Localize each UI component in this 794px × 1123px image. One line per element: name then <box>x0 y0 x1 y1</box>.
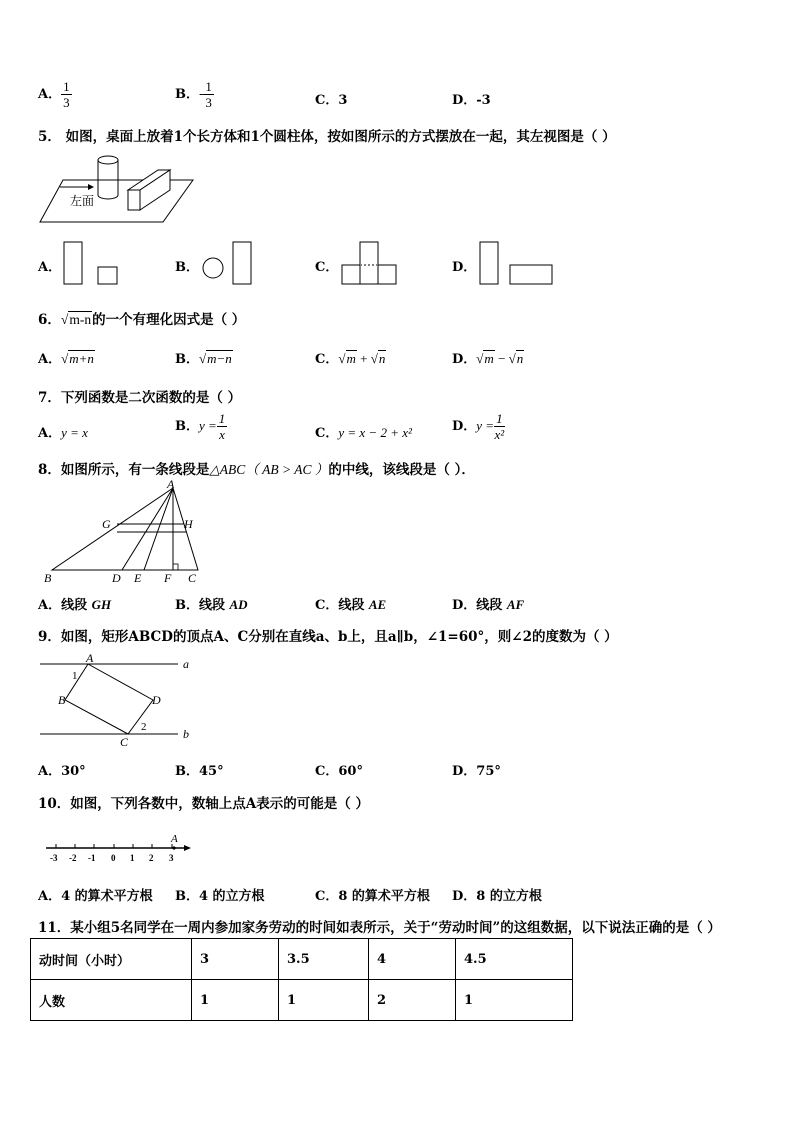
q10-option-c: C．8 的算术平方根 <box>315 889 430 904</box>
q11-stem: 11．某小组5名同学在一周内参加家务劳动的时间如表所示，关于“劳动时间”的这组数据，以下说法正确的是（ ） <box>38 920 721 936</box>
table-cell: 4 <box>369 939 456 980</box>
q10-stem: 10．如图，下列各数中，数轴上点A表示的可能是（ ） <box>38 796 369 812</box>
q10-tick-label: 0 <box>111 853 116 863</box>
q8-label-h: H <box>184 517 193 531</box>
table-cell: 2 <box>369 980 456 1021</box>
q9-label-angle-1: 1 <box>72 670 78 682</box>
q10-tick-label: -3 <box>50 853 58 863</box>
q4-option-a: A． $\frac{1}{3}$ <box>38 79 70 110</box>
q8-option-a: A．线段 GH <box>38 597 112 613</box>
q8-stem: 8．如图所示，有一条线段是△ABC（ AB > AC ）的中线，该线段是（ ）． <box>38 462 475 478</box>
q8-label-c: C <box>188 571 197 585</box>
q5-option-a: A． <box>38 260 62 275</box>
q8-label-d: D <box>112 571 121 585</box>
q8-label-f: F <box>164 571 172 585</box>
q5-option-a-figure <box>62 240 122 288</box>
q9-label-b-point: B <box>58 693 66 707</box>
q10-number-line <box>44 830 194 866</box>
q5-option-b: B． <box>175 260 199 275</box>
q7-option-a: A．y = x <box>38 425 88 441</box>
q8-figure <box>40 478 210 586</box>
table-cell: 3.5 <box>279 939 369 980</box>
table-cell: 人数 <box>31 980 192 1021</box>
q10-point-a-label: A <box>171 833 178 845</box>
q4-option-d: D．-3 <box>452 93 491 108</box>
q10-tick-label: -2 <box>69 853 77 863</box>
q5-option-c-figure <box>340 240 402 288</box>
q6-option-b: B．√m−n <box>175 351 232 367</box>
q8-label-b: B <box>44 571 52 585</box>
q8-label-a: A <box>167 478 175 491</box>
table-row <box>31 980 573 1021</box>
q9-label-line-a: a <box>183 657 189 671</box>
table-cell: 1 <box>456 980 573 1021</box>
q10-tick-label: -1 <box>88 853 96 863</box>
q10-option-d: D．8 的立方根 <box>452 889 542 904</box>
q5-option-d: D． <box>452 260 477 275</box>
q9-label-a-point: A <box>86 651 94 665</box>
q4-option-b: B．- $\frac{1}{3}$ <box>175 79 212 110</box>
q5-stem: 5． 如图，桌面上放着1个长方体和1个圆柱体，按如图所示的方式摆放在一起，其左视图是（ ） <box>38 129 616 145</box>
q7-option-d: D．y = $\frac{1}{\text{x²}}$ <box>452 411 505 442</box>
q5-option-c: C． <box>315 260 339 275</box>
q9-option-a: A．30° <box>38 764 86 779</box>
q8-option-d: D．线段 AF <box>452 597 525 613</box>
q10-option-a: A．4 的算术平方根 <box>38 889 153 904</box>
table-cell: 4.5 <box>456 939 573 980</box>
q5-figure <box>38 150 198 230</box>
q5-option-d-figure <box>478 240 558 288</box>
q9-label-line-b: b <box>183 727 189 741</box>
q8-label-e: E <box>134 571 142 585</box>
table-cell: 1 <box>192 980 279 1021</box>
q9-option-d: D．75° <box>452 764 501 779</box>
q6-option-c: C．√m + √n <box>315 351 386 367</box>
q9-label-angle-2: 2 <box>141 721 147 733</box>
q6-option-d: D．√m − √n <box>452 351 524 367</box>
q9-label-c-point: C <box>120 735 129 749</box>
q10-tick-label: 1 <box>130 853 135 863</box>
q4-option-c: C．3 <box>315 93 348 108</box>
q6-stem: 6．√m-n的一个有理化因式是（ ） <box>38 312 246 328</box>
q9-figure <box>38 650 198 750</box>
q6-option-a: A．√m+n <box>38 351 94 367</box>
q7-stem: 7．下列函数是二次函数的是（ ） <box>38 390 242 406</box>
q9-label-d-point: D <box>152 693 161 707</box>
q8-option-c: C．线段 AE <box>315 597 387 613</box>
q9-stem: 9．如图，矩形ABCD的顶点A、C分别在直线a、b上，且a∥b，∠1=60°，则∠2的度数为（ ） <box>38 629 618 645</box>
q7-option-c: C．y = x − 2 + x² <box>315 425 412 441</box>
q9-option-b: B．45° <box>175 764 224 779</box>
q10-tick-label: 2 <box>149 853 154 863</box>
q10-tick-label: 3 <box>169 853 174 863</box>
table-row <box>31 939 573 980</box>
q9-option-c: C．60° <box>315 764 363 779</box>
table-cell: 动时间（小时） <box>31 939 192 980</box>
table-cell: 1 <box>279 980 369 1021</box>
q8-label-g: G <box>102 517 111 531</box>
q5-option-b-figure <box>200 240 256 288</box>
q5-figure-label: 左面 <box>70 194 95 208</box>
q8-option-b: B．线段 AD <box>175 597 248 613</box>
table-cell: 3 <box>192 939 279 980</box>
q11-table <box>30 938 573 1021</box>
q7-option-b: B．y = $\frac{1}{x}$ <box>175 411 226 442</box>
q10-option-b: B．4 的立方根 <box>175 889 265 904</box>
